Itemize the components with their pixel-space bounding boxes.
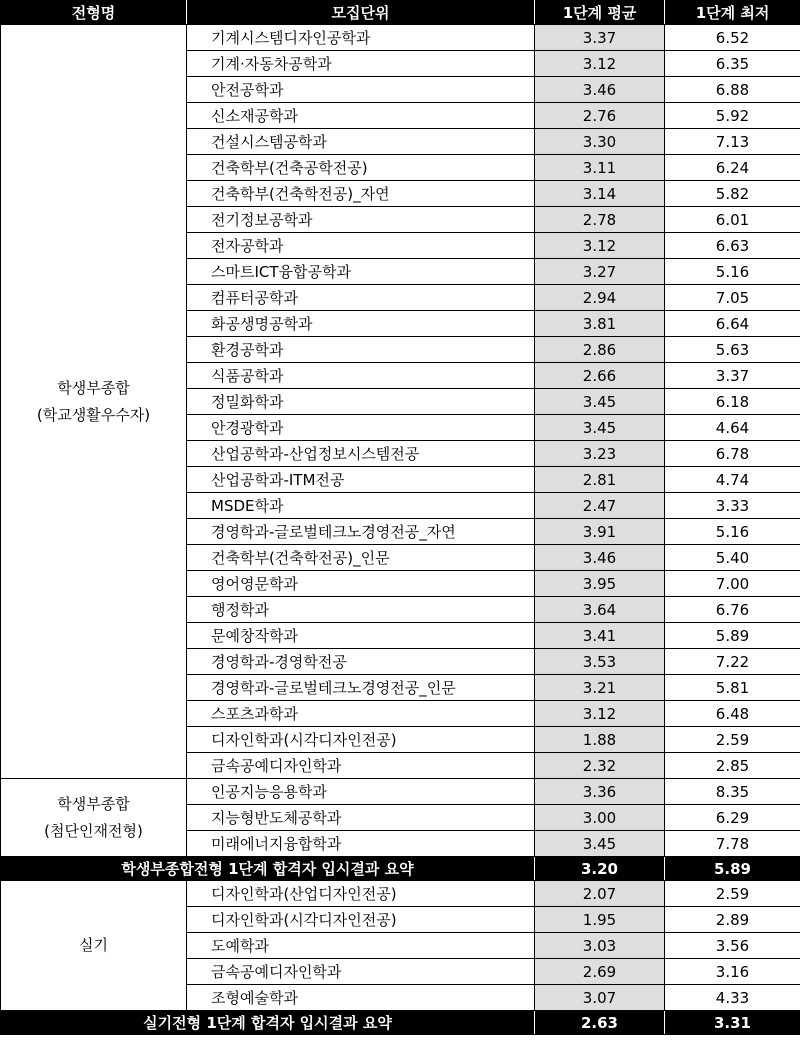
summary-label: 실기전형 1단계 합격자 입시결과 요약 [1,1011,535,1035]
summary-avg: 2.63 [535,1011,665,1035]
min-cell: 3.16 [665,959,800,985]
min-cell: 3.37 [665,363,800,389]
unit-cell: 경영학과-글로벌테크노경영전공_인문 [187,675,535,701]
avg-cell: 3.30 [535,129,665,155]
avg-cell: 1.95 [535,907,665,933]
avg-cell: 3.27 [535,259,665,285]
min-cell: 6.88 [665,77,800,103]
min-cell: 6.78 [665,441,800,467]
avg-cell: 3.12 [535,233,665,259]
avg-cell: 2.47 [535,493,665,519]
min-cell: 5.81 [665,675,800,701]
min-cell: 6.24 [665,155,800,181]
avg-cell: 3.00 [535,805,665,831]
avg-cell: 2.76 [535,103,665,129]
avg-cell: 2.81 [535,467,665,493]
avg-cell: 3.46 [535,545,665,571]
unit-cell: 건축학부(건축공학전공) [187,155,535,181]
summary-row-practical [1,1011,800,1035]
summary-row-comprehensive [1,857,800,881]
unit-cell: 식품공학과 [187,363,535,389]
min-cell: 7.00 [665,571,800,597]
unit-cell: 산업공학과-산업정보시스템전공 [187,441,535,467]
header-row [1,1,800,25]
min-cell: 5.16 [665,259,800,285]
avg-cell: 3.64 [535,597,665,623]
unit-cell: 디자인학과(산업디자인전공) [187,881,535,907]
avg-cell: 3.41 [535,623,665,649]
min-cell: 5.63 [665,337,800,363]
avg-cell: 3.45 [535,415,665,441]
avg-cell: 3.12 [535,701,665,727]
group-name-line: 학생부종합 [57,794,130,813]
unit-cell: 조형예술학과 [187,985,535,1011]
min-cell: 5.82 [665,181,800,207]
unit-cell: 신소재공학과 [187,103,535,129]
avg-cell: 3.37 [535,25,665,51]
unit-cell: 건축학부(건축학전공)_자연 [187,181,535,207]
min-cell: 7.78 [665,831,800,857]
unit-cell: 지능형반도체공학과 [187,805,535,831]
min-cell: 6.35 [665,51,800,77]
unit-cell: 영어영문학과 [187,571,535,597]
avg-cell: 2.86 [535,337,665,363]
avg-cell: 2.66 [535,363,665,389]
group-name-cell [1,881,187,1011]
unit-cell: 건설시스템공학과 [187,129,535,155]
unit-cell: 전기정보공학과 [187,207,535,233]
unit-cell: 건축학부(건축학전공)_인문 [187,545,535,571]
avg-cell: 3.36 [535,779,665,805]
table-row [1,25,800,51]
avg-cell: 3.95 [535,571,665,597]
min-cell: 5.92 [665,103,800,129]
group-name-line: (학교생활우수자) [36,405,151,424]
min-cell: 2.85 [665,753,800,779]
avg-cell: 3.45 [535,831,665,857]
min-cell: 7.13 [665,129,800,155]
avg-cell: 3.46 [535,77,665,103]
avg-cell: 3.23 [535,441,665,467]
avg-cell: 3.03 [535,933,665,959]
avg-cell: 2.94 [535,285,665,311]
group-name-line: 실기 [79,936,108,954]
min-cell: 6.63 [665,233,800,259]
min-cell: 5.40 [665,545,800,571]
min-cell: 4.74 [665,467,800,493]
min-cell: 3.33 [665,493,800,519]
avg-cell: 3.11 [535,155,665,181]
unit-cell: 산업공학과-ITM전공 [187,467,535,493]
unit-cell: 도예학과 [187,933,535,959]
unit-cell: 금속공예디자인학과 [187,753,535,779]
avg-cell: 2.69 [535,959,665,985]
unit-cell: 경영학과-글로벌테크노경영전공_자연 [187,519,535,545]
unit-cell: 미래에너지융합학과 [187,831,535,857]
min-cell: 6.76 [665,597,800,623]
unit-cell: 안전공학과 [187,77,535,103]
min-cell: 2.59 [665,727,800,753]
min-cell: 6.52 [665,25,800,51]
group-name-line: (첨단인재전형) [44,821,143,840]
avg-cell: 3.53 [535,649,665,675]
unit-cell: MSDE학과 [187,493,535,519]
unit-cell: 기계·자동차공학과 [187,51,535,77]
unit-cell: 인공지능응용학과 [187,779,535,805]
group-name-cell [1,779,187,857]
min-cell: 6.18 [665,389,800,415]
min-cell: 5.16 [665,519,800,545]
min-cell: 3.56 [665,933,800,959]
unit-cell: 화공생명공학과 [187,311,535,337]
min-cell: 7.05 [665,285,800,311]
min-cell: 7.22 [665,649,800,675]
unit-cell: 환경공학과 [187,337,535,363]
summary-min: 5.89 [665,857,800,881]
min-cell: 4.33 [665,985,800,1011]
header-type: 전형명 [1,1,187,25]
unit-cell: 행정학과 [187,597,535,623]
min-cell: 5.89 [665,623,800,649]
header-unit: 모집단위 [187,1,535,25]
avg-cell: 3.07 [535,985,665,1011]
avg-cell: 2.07 [535,881,665,907]
unit-cell: 문예창작학과 [187,623,535,649]
unit-cell: 전자공학과 [187,233,535,259]
summary-label: 학생부종합전형 1단계 합격자 입시결과 요약 [1,857,535,881]
header-avg: 1단계 평균 [535,1,665,25]
avg-cell: 3.12 [535,51,665,77]
avg-cell: 2.32 [535,753,665,779]
avg-cell: 3.14 [535,181,665,207]
min-cell: 2.59 [665,881,800,907]
avg-cell: 3.21 [535,675,665,701]
min-cell: 6.01 [665,207,800,233]
min-cell: 6.64 [665,311,800,337]
min-cell: 6.29 [665,805,800,831]
min-cell: 4.64 [665,415,800,441]
min-cell: 8.35 [665,779,800,805]
unit-cell: 스마트ICT융합공학과 [187,259,535,285]
unit-cell: 경영학과-경영학전공 [187,649,535,675]
header-min: 1단계 최저 [665,1,800,25]
unit-cell: 스포츠과학과 [187,701,535,727]
min-cell: 6.48 [665,701,800,727]
unit-cell: 컴퓨터공학과 [187,285,535,311]
avg-cell: 3.81 [535,311,665,337]
unit-cell: 정밀화학과 [187,389,535,415]
table-row [1,881,800,907]
min-cell: 2.89 [665,907,800,933]
table-row [1,779,800,805]
summary-avg: 3.20 [535,857,665,881]
avg-cell: 1.88 [535,727,665,753]
avg-cell: 2.78 [535,207,665,233]
summary-min: 3.31 [665,1011,800,1035]
unit-cell: 디자인학과(시각디자인전공) [187,727,535,753]
unit-cell: 금속공예디자인학과 [187,959,535,985]
unit-cell: 안경광학과 [187,415,535,441]
group-name-cell [1,25,187,779]
avg-cell: 3.91 [535,519,665,545]
unit-cell: 기계시스템디자인공학과 [187,25,535,51]
group-name-line: 학생부종합 [57,378,130,397]
avg-cell: 3.45 [535,389,665,415]
unit-cell: 디자인학과(시각디자인전공) [187,907,535,933]
